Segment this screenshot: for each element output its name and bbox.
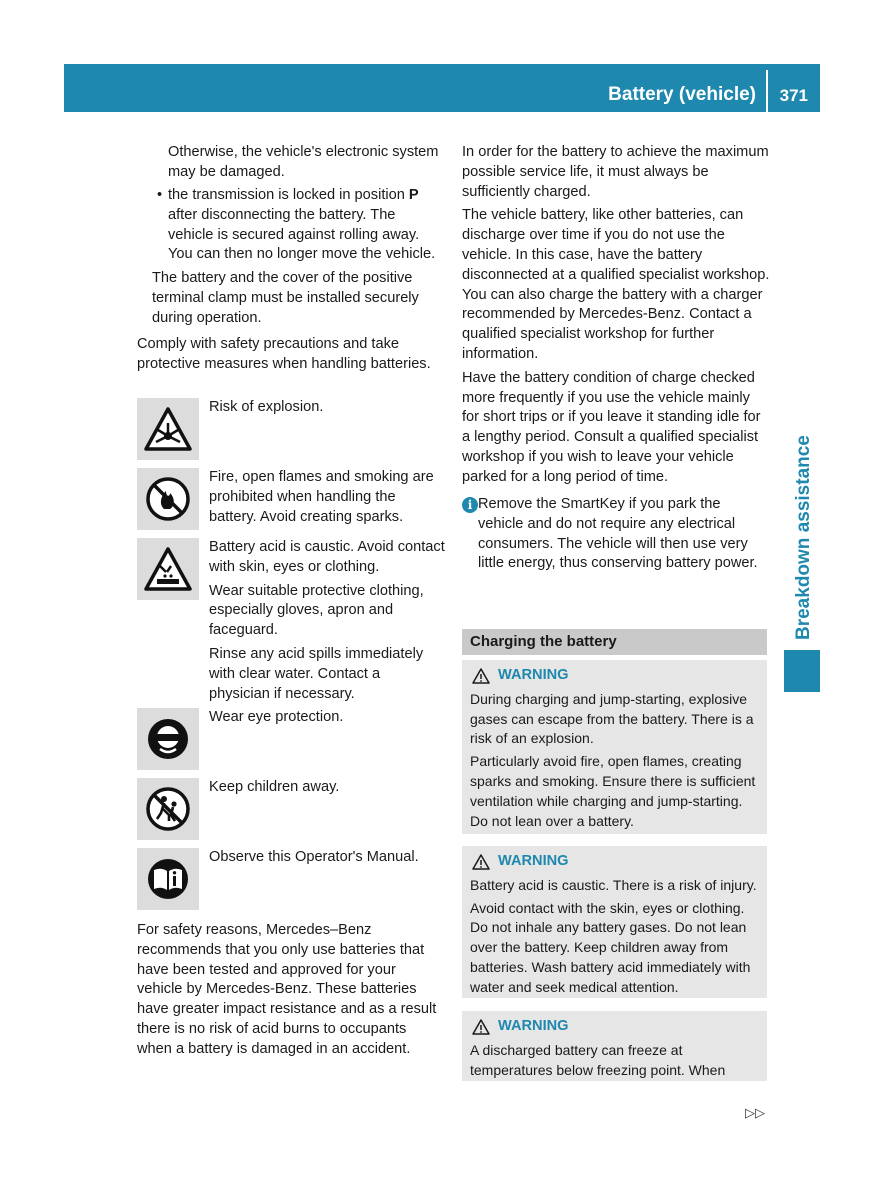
paragraph: Comply with safety precautions and take protective measures when handling batteries. [137, 336, 431, 372]
page-title: Battery (vehicle) [608, 84, 756, 105]
bullet-item: • the transmission is locked in position P after disconnecting the battery. The vehicle is secured against rolling away. You can then no longer move the vehicle. [154, 186, 444, 265]
warning-title: WARNING [498, 667, 569, 683]
paragraph: For safety reasons, Mercedes–Benz recommends that you only use batteries that have been tested and approved for your vehicle by Mercedes-Benz. These batteries have greater impact resistance and as a result there is no risk of acid burns to occupants when a battery is damaged in an accident. [137, 922, 437, 1057]
warning-title: WARNING [498, 853, 569, 869]
warning-triangle-icon [472, 1019, 490, 1035]
no-fire-icon [137, 468, 199, 530]
info-icon: i [462, 497, 478, 513]
page-number: 371 [779, 86, 808, 105]
section-heading: Charging the battery [462, 629, 767, 655]
manual-icon [137, 848, 199, 910]
header-divider [766, 70, 768, 112]
warning-box: WARNING Battery acid is caustic. There is a risk of injury. Avoid contact with the skin, eyes or clothing. Do not inhale any battery gases. Do not lean over the battery. Keep children away from batteries. Wash battery acid immediately with water and seek medical attention. [462, 846, 767, 998]
warning-box: WARNING During charging and jump-starting, explosive gases can escape from the battery. There is a risk of an explosion. Particularly avoid fire, open flames, creating sparks and smoking. Ensure there is sufficient ventilation while charging and jump-starting. Do not lean over a battery. [462, 660, 767, 834]
continued-text: Otherwise, the vehicle's electronic system may be damaged. [168, 144, 439, 180]
right-column-text: In order for the battery to achieve the maximum possible service life, it must always be sufficiently charged. The vehicle battery, like other batteries, can discharge over time if you do not use the vehicle. In this case, have the battery disconnected at a qualified specialist workshop. You can also charge the battery with a charger recommended by Mercedes-Benz. Contact a qualified specialist workshop for further information. Have the battery condition of charge checked more frequently if you use the vehicle mainly for short trips or if you leave it standing idle for a lengthy period. Consult a qualified specialist workshop if you wish to leave your vehicle parked for a long period of time. [462, 144, 770, 485]
warning-triangle-icon [472, 668, 490, 684]
warning-triangle-icon [472, 854, 490, 870]
paragraph: The battery and the cover of the positive terminal clamp must be installed securely during operation. [152, 270, 419, 326]
info-note: i Remove the SmartKey if you park the vehicle and do not require any electrical consumers. The vehicle will then use very little energy, thus conserving battery power. [462, 495, 767, 574]
warning-box: WARNING A discharged battery can freeze at temperatures below freezing point. When [462, 1011, 767, 1081]
eye-protection-icon [137, 708, 199, 770]
caustic-warning-icon [137, 538, 199, 600]
explosion-warning-icon [137, 398, 199, 460]
keep-children-away-icon [137, 778, 199, 840]
warning-title: WARNING [498, 1018, 569, 1034]
page-header [64, 64, 820, 112]
gear-position: P [408, 187, 419, 203]
side-section-label: Breakdown assistance [793, 435, 814, 640]
side-tab-marker [784, 650, 820, 692]
continue-marker-icon: ▷▷ [745, 1105, 765, 1120]
